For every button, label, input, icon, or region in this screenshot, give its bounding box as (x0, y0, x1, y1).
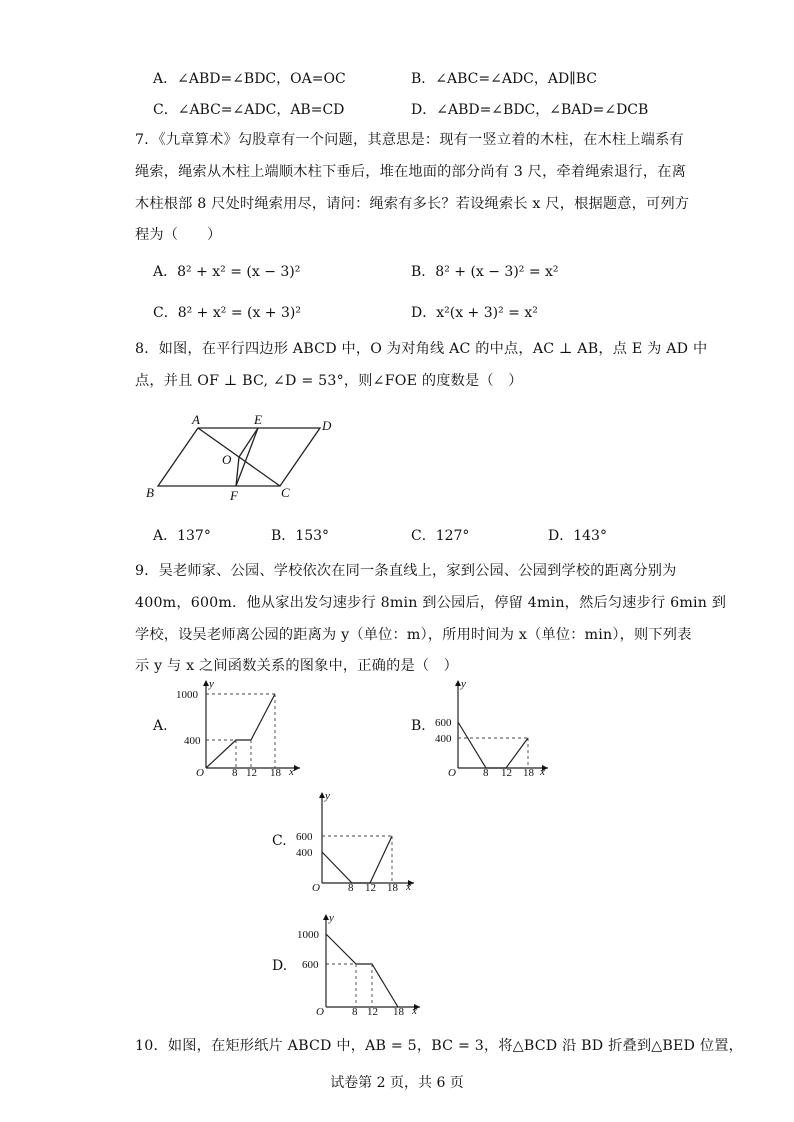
q10-line-1: 10．如图，在矩形纸片 ABCD 中，AB = 5，BC = 3，将△BCD 沿 BD 折叠到△BED 位置， (135, 1038, 743, 1054)
svg-text:O: O (312, 882, 320, 893)
svg-text:12: 12 (246, 767, 257, 776)
q8-option-c: C．127° (411, 528, 470, 544)
q7-option-d: D．x²(x + 3)² = x² (411, 305, 538, 321)
page-footer: 试卷第 2 页，共 6 页 (330, 1075, 464, 1091)
q7-line-3: 木柱根部 8 尺处时绳索用尽，请问：绳索有多长？若设绳索长 x 尺，根据题意，可列方 (135, 196, 690, 212)
q8-option-d: D．143° (548, 528, 607, 544)
q6-option-c: C．∠ABC=∠ADC，AB=CD (153, 102, 345, 118)
graph-d-label: D. (272, 958, 288, 974)
graph-b-label: B. (411, 718, 426, 734)
label-f: F (230, 488, 238, 503)
q6-option-b: B．∠ABC=∠ADC，AD∥BC (411, 71, 597, 87)
svg-text:x: x (289, 766, 294, 776)
svg-text:18: 18 (523, 767, 534, 776)
svg-text:18: 18 (387, 882, 398, 893)
svg-text:12: 12 (501, 767, 512, 776)
svg-text:8: 8 (483, 767, 489, 776)
svg-text:8: 8 (232, 767, 238, 776)
svg-text:O: O (316, 1006, 324, 1018)
svg-text:18: 18 (393, 1006, 404, 1018)
svg-text:12: 12 (365, 882, 376, 893)
q7-line-4: 程为（ ） (135, 227, 222, 243)
svg-text:600: 600 (296, 831, 313, 843)
q6-option-d: D．∠ABD=∠BDC，∠BAD=∠DCB (411, 102, 649, 118)
svg-text:1000: 1000 (297, 929, 319, 941)
q9-line-4: 示 y 与 x 之间函数关系的图象中，正确的是（ ） (135, 658, 459, 674)
q8-line-2: 点，并且 OF ⊥ BC, ∠D = 53°，则∠FOE 的度数是（ ） (135, 373, 523, 389)
svg-text:y: y (209, 678, 214, 690)
graph-d (292, 910, 427, 1020)
q7-line-2: 绳索，绳索从木柱上端顺木柱下垂后，堆在地面的部分尚有 3 尺，牵着绳索退行，在离 (135, 164, 686, 180)
q7-line-1: 7．《九章算术》勾股章有一个问题，其意思是：现有一竖立着的木柱，在木柱上端系有 (135, 132, 684, 148)
q6-option-a: A．∠ABD=∠BDC，OA=OC (153, 71, 346, 87)
svg-text:600: 600 (435, 717, 452, 729)
svg-text:8: 8 (352, 1006, 358, 1018)
graph-a (170, 676, 310, 776)
q7-option-a: A．8² + x² = (x − 3)² (153, 264, 301, 280)
svg-text:12: 12 (367, 1006, 378, 1018)
q8-option-a: A．137° (153, 528, 211, 544)
graph-b (430, 676, 555, 776)
graph-a-label: A. (153, 718, 168, 734)
svg-text:1000: 1000 (176, 689, 198, 701)
svg-text:O: O (196, 767, 204, 776)
svg-text:600: 600 (302, 959, 319, 971)
label-d: D (322, 418, 332, 433)
svg-text:x: x (406, 881, 411, 893)
q8-option-b: B．153° (271, 528, 330, 544)
q7-option-c: C．8² + x² = (x + 3)² (153, 305, 301, 321)
svg-text:y: y (461, 678, 466, 690)
label-a: A (192, 412, 200, 427)
svg-text:400: 400 (435, 733, 452, 745)
q9-line-2: 400m，600m．他从家出发匀速步行 8min 到公园后，停留 4min，然后匀速步行 6min 到 (135, 595, 727, 611)
q8-line-1: 8．如图，在平行四边形 ABCD 中，O 为对角线 AC 的中点，AC ⊥ AB，点 E 为 AD 中 (135, 341, 708, 357)
svg-text:18: 18 (270, 767, 281, 776)
label-o: O (222, 452, 232, 467)
svg-text:y: y (325, 790, 330, 802)
q9-line-3: 学校，设吴老师离公园的距离为 y（单位：m），所用时间为 x（单位：min），则下列表 (135, 627, 692, 643)
svg-text:400: 400 (296, 847, 313, 859)
svg-text:8: 8 (348, 882, 354, 893)
label-c: C (281, 485, 290, 500)
svg-text:O: O (448, 767, 456, 776)
label-e: E (254, 412, 262, 427)
q8-parallelogram-figure (140, 410, 350, 505)
svg-text:x: x (540, 766, 545, 776)
label-b: B (146, 485, 154, 500)
q7-option-b: B．8² + (x − 3)² = x² (411, 264, 559, 280)
graph-c (290, 788, 420, 893)
svg-text:y: y (329, 912, 334, 924)
svg-text:400: 400 (184, 735, 201, 747)
q9-line-1: 9．吴老师家、公园、学校依次在同一条直线上，家到公园、公园到学校的距离分别为 (135, 563, 677, 579)
graph-c-label: C. (272, 833, 287, 849)
svg-text:x: x (412, 1005, 417, 1017)
